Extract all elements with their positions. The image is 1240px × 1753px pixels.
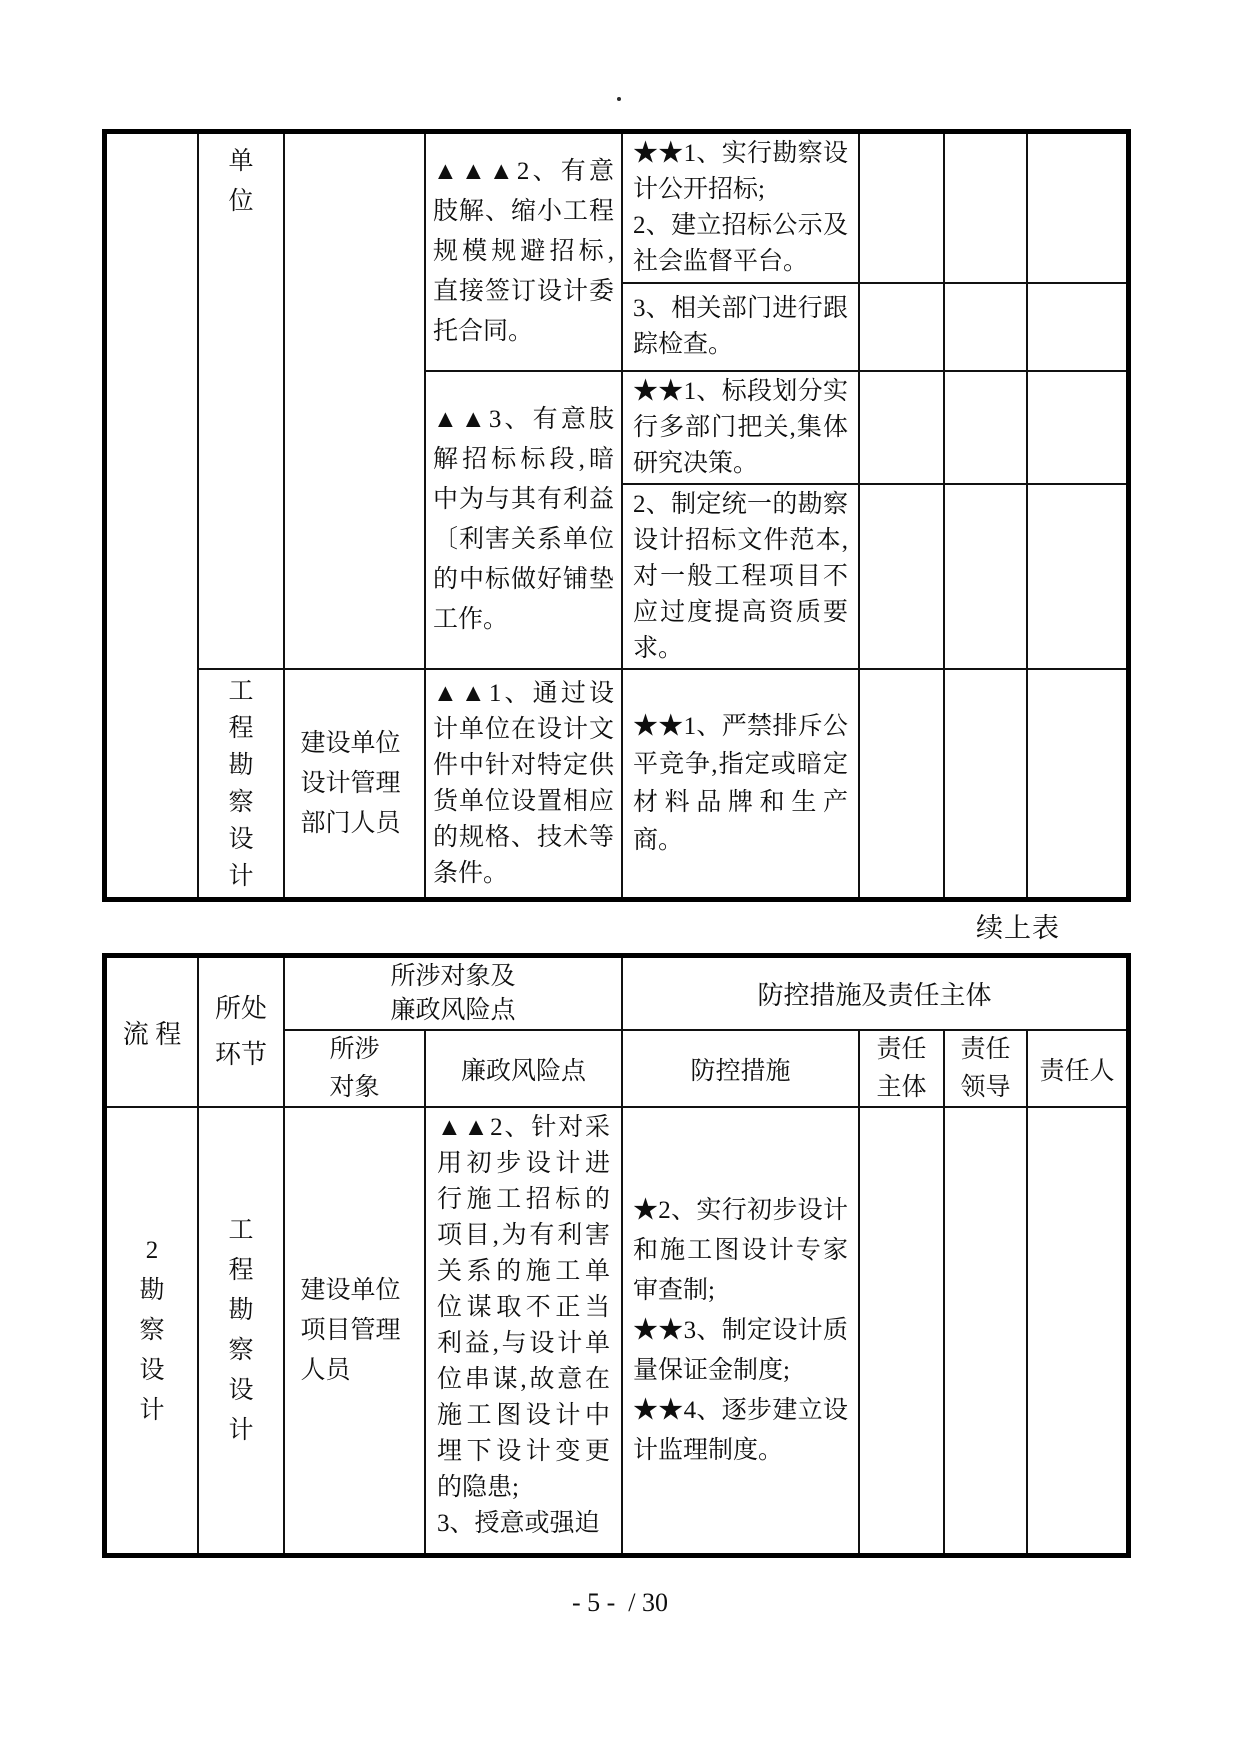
measures-text: ★2、实行初步设计和施工图设计专家审查制; ★★3、制定设计质量保证金制度; ★★4、逐步建立设计监理制度。: [633, 1196, 848, 1464]
involved-object-cell: [285, 1108, 426, 1553]
header-responsible-body-cell: [860, 1031, 945, 1108]
responsible-leader-empty-cell: [945, 1108, 1028, 1553]
header-responsible-leader-label: 责任领导: [960, 1035, 1011, 1101]
header-responsible-person-label: 责任人: [1039, 1057, 1115, 1085]
responsible-person-empty-cell: [1028, 372, 1126, 485]
measures-cell-a1: [623, 134, 860, 284]
header-risk-point-cell: [426, 1031, 623, 1108]
involved-object-text: 建设单位项目管理人员: [300, 1276, 401, 1384]
stage-cell: [199, 1108, 285, 1553]
measures-cell-a2: [623, 284, 860, 372]
header-risk-point-label: 廉政风险点: [460, 1057, 586, 1085]
header-process-label: 流 程: [122, 1019, 182, 1049]
risk-point-cell-b: [426, 372, 623, 670]
responsible-leader-empty-cell: [945, 670, 1028, 897]
risk-point-cell-c: [426, 670, 623, 897]
header-responsible-person-cell: [1028, 1031, 1126, 1108]
stage-continuation-text: 单位: [228, 148, 254, 215]
header-measures-responsibility-cell: [623, 958, 1126, 1031]
responsible-person-empty-cell: [1028, 485, 1126, 670]
responsible-leader-empty-cell: [945, 372, 1028, 485]
measures-text-c: ★★1、严禁排斥公平竞争,指定或暗定材料品牌和生产商。: [633, 712, 848, 854]
risk-point-cell-a: [426, 134, 623, 372]
process-text: 2勘察设计: [139, 1236, 165, 1424]
risk-table: [102, 953, 1131, 1558]
measures-cell-c: [623, 670, 860, 897]
stage-continuation-cell: [199, 134, 285, 670]
header-measures-cell: [623, 1031, 860, 1108]
responsible-body-empty-cell: [860, 485, 945, 670]
continuation-table-label: 续上表: [976, 913, 1060, 943]
responsible-person-empty-cell: [1028, 284, 1126, 372]
process-empty-cell: [107, 134, 199, 897]
process-cell: [107, 1108, 199, 1553]
responsible-body-empty-cell: [860, 284, 945, 372]
involved-object-text-c: 建设单位设计管理部门人员: [300, 729, 401, 837]
responsible-person-empty-cell: [1028, 1108, 1126, 1553]
header-stage-cell: [199, 958, 285, 1108]
risk-point-text: ▲▲2、针对采用初步设计进行施工招标的项目,为有利害关系的施工单位谋取不正当利益,与设计单位串谋,故意在施工图设计中埋下设计变更的隐患; 3、授意或强迫: [437, 1114, 610, 1537]
header-object-risk-cell: [285, 958, 623, 1031]
responsible-leader-empty-cell: [945, 134, 1028, 284]
responsible-person-empty-cell: [1028, 134, 1126, 284]
risk-point-text-b: ▲▲3、有意肢解招标标段,暗中为与其有利益〔利害关系单位的中标做好铺垫工作。: [433, 406, 614, 633]
measures-cell-b2: [623, 485, 860, 670]
responsible-body-empty-cell: [860, 372, 945, 485]
measures-text-b2: 2、制定统一的勘察设计招标文件范本,对一般工程项目不应过度提高资质要求。: [633, 490, 848, 662]
risk-point-cell: [426, 1108, 623, 1553]
header-process-cell: [107, 958, 199, 1108]
risk-point-text-a: ▲▲▲2、有意肢解、缩小工程规模规避招标,直接签订设计委托合同。: [433, 158, 614, 345]
stage-cell-c: [199, 670, 285, 897]
header-measures-responsibility-label: 防控措施及责任主体: [757, 981, 992, 1010]
header-object-label: 所涉对象: [329, 1035, 380, 1101]
involved-object-empty-cell: [285, 134, 426, 670]
stray-dot: [617, 97, 621, 101]
page-number: - 5 - / 30: [571, 1588, 669, 1617]
header-object-risk-label: 所涉对象及廉政风险点: [390, 962, 516, 1024]
measures-cell: [623, 1108, 860, 1553]
measures-text-b1: ★★1、标段划分实行多部门把关,集体研究决策。: [633, 377, 848, 477]
responsible-leader-empty-cell: [945, 284, 1028, 372]
header-measures-label: 防控措施: [690, 1057, 791, 1085]
measures-text-a2: 3、相关部门进行跟踪检查。: [633, 295, 848, 358]
header-stage-label: 所处环节: [214, 994, 267, 1069]
stage-text-c: 工程勘察设计: [228, 677, 254, 890]
measures-text-a1: ★★1、实行勘察设计公开招标; 2、建立招标公示及社会监督平台。: [633, 140, 848, 275]
measures-cell-b1: [623, 372, 860, 485]
responsible-leader-empty-cell: [945, 485, 1028, 670]
stage-text: 工程勘察设计: [228, 1216, 254, 1444]
risk-point-text-c: ▲▲1、通过设计单位在设计文件中针对特定供货单位设置相应的规格、技术等条件。: [433, 679, 614, 887]
responsible-body-empty-cell: [860, 670, 945, 897]
header-object-cell: [285, 1031, 426, 1108]
risk-table-continued: [102, 129, 1131, 902]
header-responsible-leader-cell: [945, 1031, 1028, 1108]
responsible-person-empty-cell: [1028, 670, 1126, 897]
responsible-body-empty-cell: [860, 1108, 945, 1553]
responsible-body-empty-cell: [860, 134, 945, 284]
involved-object-cell-c: [285, 670, 426, 897]
header-responsible-body-label: 责任主体: [876, 1035, 927, 1101]
